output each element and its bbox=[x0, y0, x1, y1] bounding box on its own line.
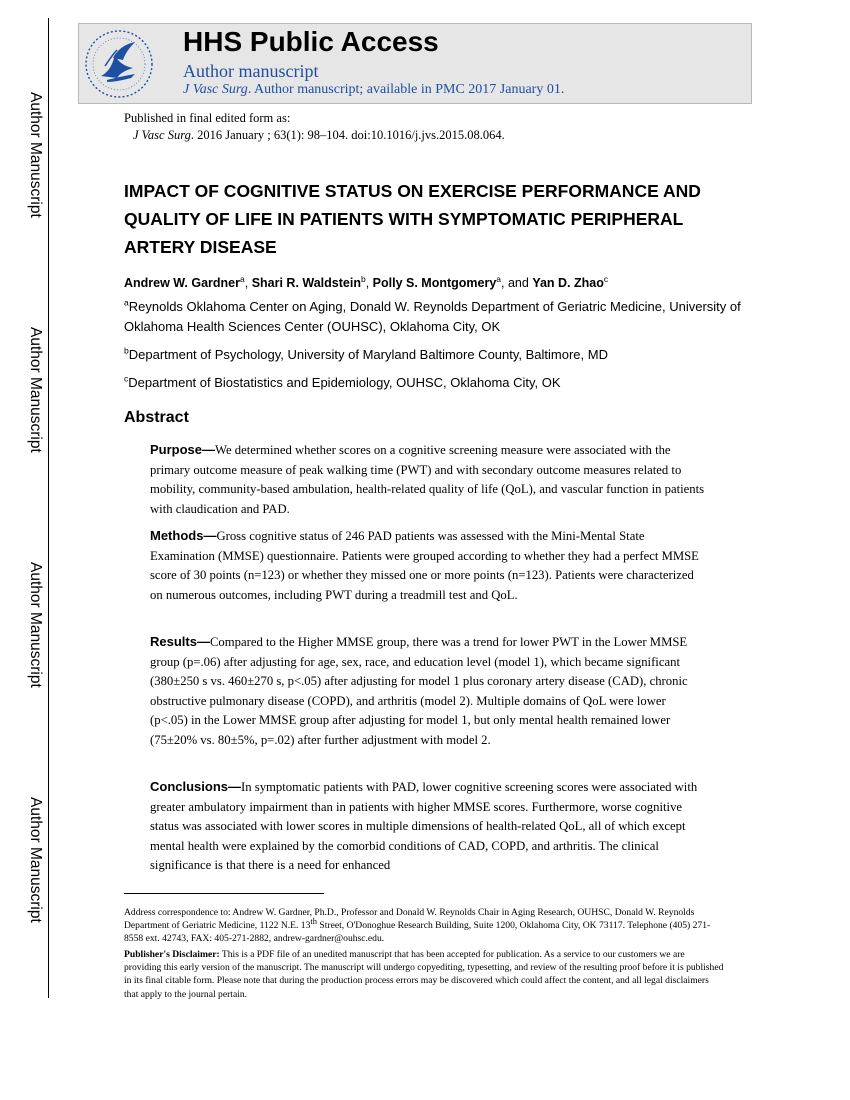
correspondence-footnote bbox=[124, 906, 724, 946]
author-separator: , and bbox=[501, 276, 533, 290]
section-text: Compared to the Higher MMSE group, there was a trend for lower PWT in the Lower MMSE group (p=.06) after adjusting for age, sex, race, and education level (model 1), which became significant (380±250 s vs. 460±270 s, p<.05) after adjusting for model 1 plus coronary artery disease (CAD), chronic obstructive pulmonary disease (COPD), and arthritis (model 2). Multiple domains of QoL were lower (p<.05) in the Lower MMSE group after adjusting for model 1, but only mental health remained lower (75±20% vs. 80±5%, p=.02) after further adjustment with model 2. bbox=[150, 635, 688, 747]
section-label: Methods— bbox=[150, 528, 217, 543]
author-name: Andrew W. Gardner bbox=[124, 276, 240, 290]
author-affiliation-marker: b bbox=[360, 273, 366, 284]
author-name: Yan D. Zhao bbox=[532, 276, 604, 290]
abstract-heading: Abstract bbox=[124, 409, 189, 426]
footnote-rule bbox=[124, 893, 324, 894]
author-separator: , bbox=[244, 276, 252, 290]
section-label: Purpose— bbox=[150, 442, 216, 457]
margin-rule bbox=[48, 18, 49, 998]
section-text: We determined whether scores on a cognitive screening measure were associated with the primary outcome measure of peak walking time (PWT) and with secondary outcome measures related to mobility, community-based ambulation, health-related quality of life (QoL), and vascular function in patients with claudication and PAD. bbox=[150, 443, 705, 516]
correspondence-text: Address correspondence to: Andrew W. Gardner, Ph.D., Professor and Donald W. Reynolds Chair in Aging Research, OUHSC, Donald W. Reynolds Department of Geriatric Medicine, 1122 N.E. 13 bbox=[124, 907, 695, 932]
affiliation-text: Department of Psychology, University of Maryland Baltimore County, Baltimore, MD bbox=[128, 347, 608, 362]
author-affiliation-marker: a bbox=[496, 273, 502, 284]
published-form-label: Published in final edited form as: bbox=[124, 111, 291, 125]
author-name: Shari R. Waldstein bbox=[251, 276, 361, 290]
affiliation-marker: c bbox=[124, 373, 129, 384]
author-affiliation-marker: c bbox=[603, 273, 609, 284]
affiliation-b bbox=[124, 345, 764, 365]
author-list bbox=[124, 273, 764, 290]
abstract-conclusions bbox=[150, 777, 705, 876]
abstract-methods bbox=[150, 526, 705, 605]
hhs-eagle-seal-icon bbox=[83, 28, 155, 100]
citation-details: . 2016 January ; 63(1): 98–104. doi:10.1016/j.jvs.2015.08.064. bbox=[190, 128, 505, 142]
affiliation-a bbox=[124, 297, 764, 337]
journal-availability-line bbox=[183, 82, 564, 98]
author-name: Polly S. Montgomery bbox=[372, 276, 497, 290]
section-text: In symptomatic patients with PAD, lower cognitive screening scores were associated with greater ambulatory impairment than in patients with higher MMSE scores. Furthermore, worse cognitive status was associated with lower scores in multiple dimensions of health-related QoL, all of which except mental health were explained by the comorbid conditions of CAD, COPD, and arthritis. The clinical significance is that there is a need for enhanced bbox=[150, 780, 698, 873]
section-label: Results— bbox=[150, 634, 210, 649]
author-separator: , bbox=[365, 276, 373, 290]
side-label-author-manuscript: Author Manuscript bbox=[27, 92, 44, 218]
hhs-public-access-title: HHS Public Access bbox=[183, 26, 439, 57]
affiliation-text: Reynolds Oklahoma Center on Aging, Donald W. Reynolds Department of Geriatric Medicine, University of Oklahoma Health Sciences Center (OUHSC), Oklahoma City, OK bbox=[124, 299, 741, 334]
affiliation-marker: a bbox=[124, 297, 129, 308]
disclaimer-text: This is a PDF file of an unedited manuscript that has been accepted for publication. As a service to our customers we are providing this early version of the manuscript. The manuscript will undergo copyediting, typesetting, and review of the resulting proof before it is published in its final citable form. Please note that during the production process errors may be discovered which could affect the content, and all legal disclaimers that apply to the journal pertain. bbox=[124, 949, 724, 1000]
journal-name: J Vasc Surg bbox=[183, 82, 248, 97]
section-text: Gross cognitive status of 246 PAD patients was assessed with the Mini-Mental State Examination (MMSE) questionnaire. Patients were grouped according to whether they had a perfect MMSE score of 30 points (n=123) or whether they missed one or more points (n=123). Patients were characterized on numerous outcomes, including PWT during a treadmill test and QoL. bbox=[150, 529, 699, 602]
publisher-disclaimer bbox=[124, 948, 724, 1001]
disclaimer-label: Publisher's Disclaimer: bbox=[124, 949, 220, 960]
abstract-purpose bbox=[150, 440, 705, 519]
side-label-author-manuscript: Author Manuscript bbox=[27, 797, 44, 923]
affiliation-text: Department of Biostatistics and Epidemiology, OUHSC, Oklahoma City, OK bbox=[128, 375, 561, 390]
availability-text: . Author manuscript; available in PMC 2017 January 01. bbox=[247, 82, 565, 97]
ordinal-suffix: th bbox=[310, 916, 318, 927]
affiliation-marker: b bbox=[124, 345, 129, 356]
citation-journal: J Vasc Surg bbox=[133, 128, 191, 142]
author-manuscript-label: Author manuscript bbox=[183, 61, 319, 81]
abstract-results bbox=[150, 632, 705, 751]
hhs-header-banner bbox=[78, 23, 752, 104]
author-affiliation-marker: a bbox=[240, 273, 245, 284]
citation-line bbox=[124, 127, 505, 144]
section-label: Conclusions— bbox=[150, 779, 242, 794]
side-label-author-manuscript: Author Manuscript bbox=[27, 327, 44, 453]
side-label-author-manuscript: Author Manuscript bbox=[27, 562, 44, 688]
affiliation-c bbox=[124, 373, 764, 393]
correspondence-text-cont: Street, O'Donoghue Research Building, Suite 1200, Oklahoma City, OK 73117. Telephone (405) 271-8558 ext. 42743, FAX: 405-271-2882, andrew-gardner@ouhsc.edu. bbox=[124, 920, 711, 945]
article-title: IMPACT OF COGNITIVE STATUS ON EXERCISE PERFORMANCE AND QUALITY OF LIFE IN PATIENTS WITH SYMPTOMATIC PERIPHERAL ARTERY DISEASE bbox=[124, 181, 701, 257]
publication-info bbox=[124, 110, 505, 144]
